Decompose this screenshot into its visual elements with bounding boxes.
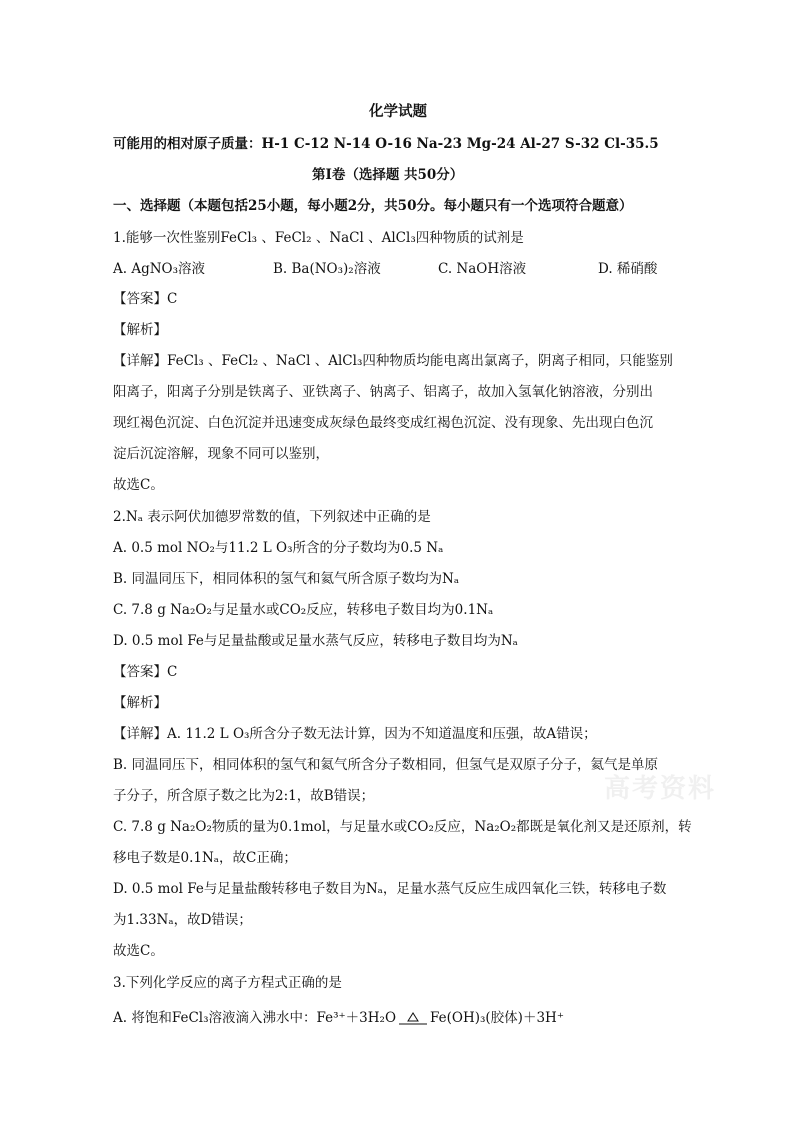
q2-detail-line: 移电子数是0.1Nₐ，故C正确； bbox=[113, 850, 297, 866]
q1-detail-line: 【详解】FeCl₃ 、FeCl₂ 、NaCl 、AlCl₃四种物质均能电离出氯离子，阴离子相同，只能鉴别 bbox=[113, 353, 673, 369]
q2-option-b: B. 同温同压下，相同体积的氢气和氦气所含原子数均为Nₐ bbox=[113, 571, 460, 587]
q1-answer: 【答案】C bbox=[113, 291, 178, 307]
q3-option-a bbox=[113, 1009, 564, 1027]
atomic-masses: 可能用的相对原子质量：H-1 C-12 N-14 O-16 Na-23 Mg-24 Al-27 S-32 Cl-35.5 bbox=[113, 136, 659, 152]
q1-analysis-label: 【解析】 bbox=[113, 322, 167, 338]
q2-detail-line: 【详解】A. 11.2 L O₃所含分子数无法计算，因为不知道温度和压强，故A错误； bbox=[113, 726, 597, 742]
q1-detail-line: 阳离子，阳离子分别是铁离子、亚铁离子、钠离子、铝离子，故加入氢氧化钠溶液，分别出 bbox=[113, 384, 653, 400]
q3-option-a-prefix: A. 将饱和FeCl₃溶液滴入沸水中：Fe³⁺＋3H₂O bbox=[113, 1010, 397, 1026]
q2-detail-line: 子分子，所含原子数之比为2:1，故B错误； bbox=[113, 788, 375, 804]
q2-detail-line: C. 7.8 g Na₂O₂物质的量为0.1mol，与足量水或CO₂反应，Na₂O₂都既是氧化剂又是还原剂，转 bbox=[113, 819, 692, 835]
q1-detail-line: 淀后沉淀溶解，现象不同可以鉴别， bbox=[113, 446, 329, 462]
q1-option-a: A. AgNO₃溶液 bbox=[113, 261, 206, 277]
q2-conclusion: 故选C。 bbox=[113, 943, 164, 959]
heat-triangle-icon bbox=[398, 1011, 428, 1027]
q2-option-a: A. 0.5 mol NO₂与11.2 L O₃所含的分子数均为0.5 Nₐ bbox=[113, 540, 444, 556]
q2-stem: 2.Nₐ 表示阿伏加德罗常数的值，下列叙述中正确的是 bbox=[113, 509, 431, 525]
q3-stem: 3.下列化学反应的离子方程式正确的是 bbox=[113, 975, 342, 991]
watermark: 高考资料 bbox=[604, 774, 717, 804]
q1-option-d: D. 稀硝酸 bbox=[598, 261, 658, 277]
page-title: 化学试题 bbox=[369, 103, 427, 120]
q2-option-c: C. 7.8 g Na₂O₂与足量水或CO₂反应，转移电子数目均为0.1Nₐ bbox=[113, 602, 494, 618]
q1-conclusion: 故选C。 bbox=[113, 477, 164, 493]
q2-option-d: D. 0.5 mol Fe与足量盐酸或足量水蒸气反应，转移电子数目均为Nₐ bbox=[113, 633, 518, 649]
q3-option-a-suffix: Fe(OH)₃(胶体)＋3H⁺ bbox=[430, 1010, 564, 1026]
q2-answer: 【答案】C bbox=[113, 664, 178, 680]
q2-detail-line: D. 0.5 mol Fe与足量盐酸转移电子数目为Nₐ，足量水蒸气反应生成四氧化三铁，转移电子数 bbox=[113, 881, 667, 897]
q2-detail-line: B. 同温同压下，相同体积的氢气和氦气所含分子数相同，但氢气是双原子分子，氦气是单原 bbox=[113, 757, 659, 773]
section-heading: 一、选择题（本题包括25小题，每小题2分，共50分。每小题只有一个选项符合题意） bbox=[113, 198, 633, 214]
q1-option-c: C. NaOH溶液 bbox=[438, 261, 527, 277]
q2-detail-line: 为1.33Nₐ，故D错误； bbox=[113, 912, 252, 928]
q1-stem: 1.能够一次性鉴别FeCl₃ 、FeCl₂ 、NaCl 、AlCl₃四种物质的试剂是 bbox=[113, 230, 524, 246]
q1-option-b: B. Ba(NO₃)₂溶液 bbox=[273, 261, 381, 277]
volume-heading: 第Ⅰ卷（选择题 共50分） bbox=[312, 167, 464, 183]
q2-analysis-label: 【解析】 bbox=[113, 695, 167, 711]
q1-detail-line: 现红褐色沉淀、白色沉淀并迅速变成灰绿色最终变成红褐色沉淀、没有现象、先出现白色沉 bbox=[113, 415, 653, 431]
